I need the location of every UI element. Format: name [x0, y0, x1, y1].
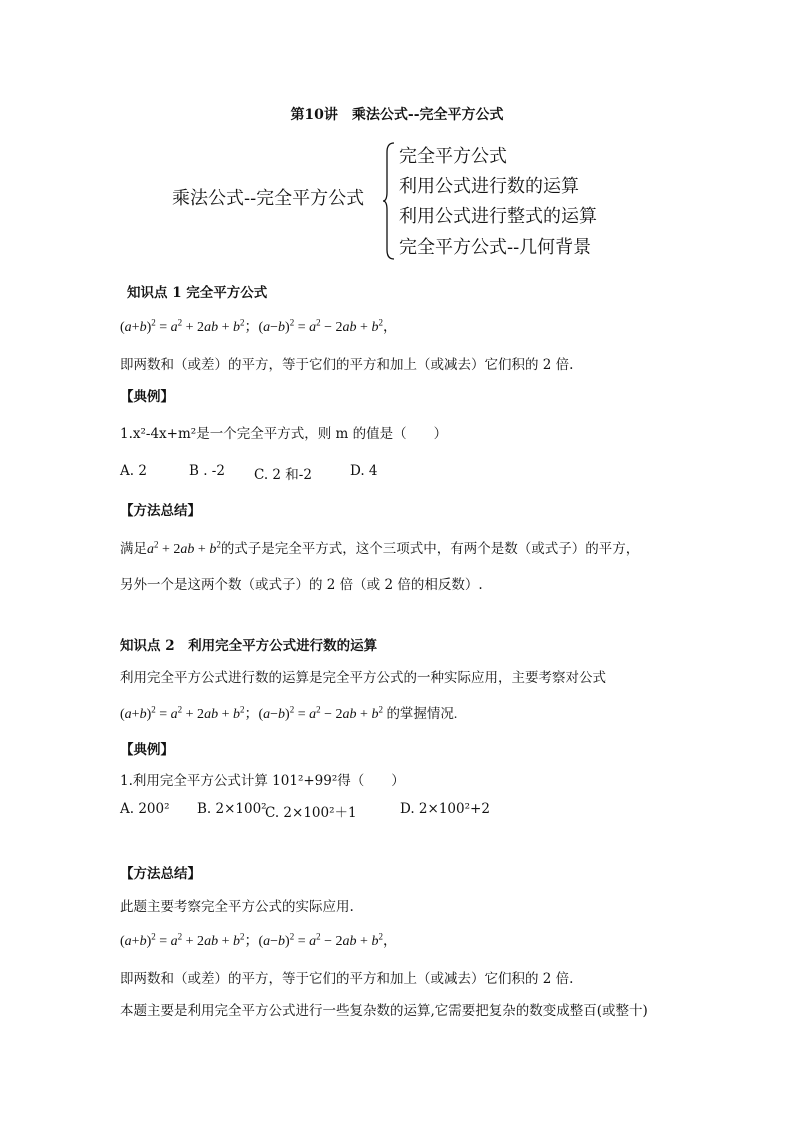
option-b: B . -2 — [189, 463, 225, 479]
summary-suffix: 的式子是完全平方式，这个三项式中，有两个是数（或式子）的平方， — [220, 541, 640, 557]
explain-text: 即两数和（或差）的平方，等于它们的平方和加上（或减去）它们积的 2 倍. — [120, 357, 574, 373]
formula-line: $(a+b)^2 = a^2 + 2ab + b^2$；$(a-b)^2 = a^2 - 2ab + b^2$， — [120, 317, 397, 335]
section1-heading: 知识点 1 完全平方公式 — [127, 285, 268, 301]
question-text: 1.利用完全平方公式计算 101²+99²得（ ） — [120, 773, 405, 789]
option-d: D. 2×100²+2 — [400, 801, 490, 817]
page-title: 第10讲 乘法公式--完全平方公式 — [290, 107, 504, 123]
option-a: A. 2 — [120, 463, 147, 479]
last-line: 本题主要是利用完全平方公式进行一些复杂数的运算,它需要把复杂的数变成整百(或整十) — [120, 1003, 648, 1019]
formula-tail: 的掌握情况. — [386, 706, 458, 721]
section2-intro: 利用完全平方公式进行数的运算是完全平方公式的一种实际应用，主要考察对公式 — [120, 670, 606, 686]
question-text: 1.x²-4x+m²是一个完全平方式，则 m 的值是（ ） — [120, 426, 448, 442]
formula-separator: ； — [244, 320, 259, 335]
formula-separator: ； — [244, 934, 259, 949]
summary-prefix: 满足 — [120, 541, 147, 557]
mindmap-root: 乘法公式--完全平方公式 — [172, 188, 365, 209]
option-b: B. 2×100² — [197, 801, 267, 817]
mindmap-branch: 利用公式进行整式的运算 — [399, 206, 597, 227]
summary-label: 【方法总结】 — [120, 503, 201, 519]
option-a: A. 200² — [120, 801, 170, 817]
mindmap-branch: 完全平方公式--几何背景 — [399, 237, 592, 258]
option-c: C. 2 和-2 — [254, 467, 312, 483]
section2-heading: 知识点 2 利用完全平方公式进行数的运算 — [120, 638, 378, 654]
example-label: 【典例】 — [120, 389, 174, 405]
example-label: 【典例】 — [120, 742, 174, 758]
summary-line1: 此题主要考察完全平方公式的实际应用. — [120, 899, 354, 915]
option-c: C. 2×100²＋1 — [265, 805, 357, 821]
formula-line: $(a+b)^2 = a^2 + 2ab + b^2$；$(a-b)^2 = a^2 - 2ab + b^2$， — [120, 931, 397, 949]
formula-end: ， — [382, 320, 397, 335]
formula-inline: $a^2 + 2ab + b^2$ — [147, 539, 221, 557]
summary-line — [120, 537, 639, 558]
formula-separator: ； — [244, 707, 259, 722]
formula-line: $(a+b)^2 = a^2 + 2ab + b^2$；$(a-b)^2 = a^2 - 2ab + b^2$ 的掌握情况. — [120, 704, 458, 722]
brace-icon — [383, 142, 395, 260]
formula-end: ， — [382, 934, 397, 949]
mindmap-branch: 利用公式进行数的运算 — [399, 176, 579, 197]
summary-label: 【方法总结】 — [120, 866, 201, 882]
explain-text: 即两数和（或差）的平方，等于它们的平方和加上（或减去）它们积的 2 倍. — [120, 971, 574, 987]
mindmap-branch: 完全平方公式 — [399, 146, 507, 167]
summary-line2: 另外一个是这两个数（或式子）的 2 倍（或 2 倍的相反数）. — [120, 577, 483, 593]
option-d: D. 4 — [350, 463, 378, 479]
